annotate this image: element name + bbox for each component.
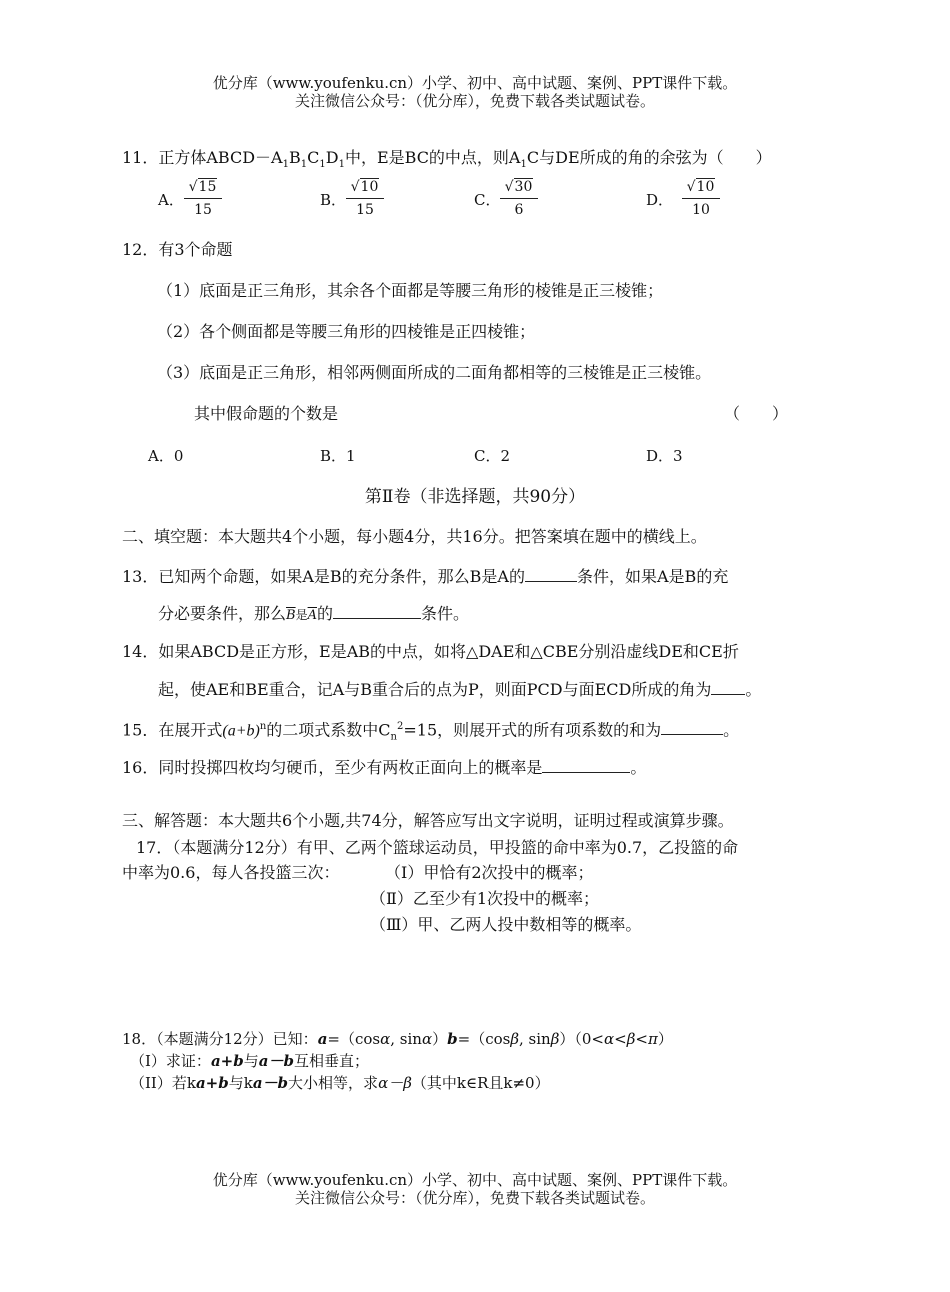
question-15 [122,717,739,748]
radicand: 30 [514,179,533,195]
q15-text: 15．在展开式 [122,720,223,740]
footer-line-1: 优分库（www.youfenku.cn）小学、初中、高中试题、案例、PPT课件下载。 [212,1171,738,1189]
vector-sum: a+b [195,1074,229,1092]
q11-sub: 1 [282,159,289,171]
alpha-symbol: α [380,1030,391,1048]
q13-text: 分必要条件，那么 [158,604,287,623]
alpha-minus-beta: α－β [378,1074,412,1092]
vector-diff: a－b [258,1052,294,1070]
question-11 [122,148,772,175]
q18-text: 互相垂直； [293,1052,369,1070]
question-18-line-1 [122,1029,673,1049]
answer-section-heading: 三、解答题：本大题共6个小题,共74分，解答应写出文字说明，证明过程或演算步骤。 [122,811,734,830]
q12-option-a: A．0 [148,447,184,465]
denominator: 6 [514,202,524,218]
footer-line-2: 关注微信公众号：（优分库），免费下载各类试题试卷。 [294,1189,655,1207]
pi-symbol: π [647,1030,658,1048]
answer-blank[interactable] [661,720,723,735]
q12-option-b: B．1 [320,447,356,465]
q18-text: 大小相等，求 [288,1074,379,1092]
q18-text: =（cos [327,1030,381,1048]
sqrt-sign: √ [504,179,514,195]
header-line-1: 优分库（www.youfenku.cn）小学、初中、高中试题、案例、PPT课件下载。 [212,74,738,92]
q12-item-3: （3）底面是正三角形，相邻两侧面所成的二面角都相等的三棱锥是正三棱锥。 [157,363,712,382]
header-line-2: 关注微信公众号：（优分库），免费下载各类试题试卷。 [294,92,655,110]
q11-sub: 1 [338,159,345,171]
radicand: 15 [198,179,217,195]
q13-text: 13．已知两个命题，如果A是B的充分条件，那么B是A的 [122,567,525,586]
vector-b: b [447,1030,458,1048]
question-17-part-1: （Ⅰ）甲恰有2次投中的概率； [385,863,594,882]
radicand: 10 [360,179,379,195]
q18-text: , sin [519,1030,551,1048]
q16-text: 。 [630,758,647,777]
beta-symbol: β [510,1030,519,1048]
q18-text: （I）求证： [130,1052,211,1070]
q14-text: 起，使AE和BE重合，记A与B重合后的点为P，则面PCD与面ECD所成的角为 [158,680,712,699]
q13-text: 条件，如果A是B的充 [577,567,729,586]
q13-text: 是 [295,608,308,622]
q11-sub: 1 [300,159,308,171]
negation-a: $\overline{A}$ [307,608,317,623]
sqrt-sign: √ [188,179,198,195]
q11-option-d-fraction [678,176,724,221]
sqrt-sign: √ [686,179,696,195]
vector-diff: a－b [252,1074,289,1092]
vector-sum: a+b [210,1052,244,1070]
q15-text: 的二项式系数中C [266,720,391,740]
negation-b: $\overline{B}$ [286,608,296,623]
q11-option-a-label: A． [158,191,184,209]
q18-text: 18．（本题满分12分）已知： [122,1030,318,1048]
q15-sub: n [390,731,397,743]
q13-text: 的 [316,604,333,623]
q18-text: ）（0< [559,1030,604,1048]
q11-text: 11．正方体ABCD－A [122,148,283,167]
q15-text: 。 [723,720,740,740]
part-2-title: 第Ⅱ卷（非选择题，共90分） [364,487,586,507]
q11-option-c-label: C． [474,191,501,209]
alpha-symbol: α [421,1030,433,1048]
question-18-part-2 [130,1073,550,1093]
denominator: 10 [692,202,710,218]
q18-text: < [614,1030,627,1048]
denominator: 15 [194,202,212,218]
q12-option-d: D．3 [646,447,683,465]
answer-blank[interactable] [525,567,577,582]
answer-blank[interactable] [711,680,745,695]
q18-text: , sin [390,1030,422,1048]
q18-text: （其中k∈R且k≠0） [411,1074,550,1092]
q12-item-2: （2）各个侧面都是等腰三角形的四棱锥是正四棱锥； [157,322,536,341]
question-14-line-2 [158,680,761,700]
question-12-title: 12．有3个命题 [122,240,233,259]
q11-text: C与DE所成的角的余弦为（ ） [526,148,772,167]
answer-blank[interactable] [542,758,630,773]
q11-option-b-fraction [342,176,388,221]
q11-text: D [325,148,339,167]
q14-text: 。 [745,680,762,699]
fill-in-heading: 二、填空题：本大题共4个小题，每小题4分，共16分。把答案填在题中的横线上。 [122,527,707,546]
q12-item-1: （1）底面是正三角形，其余各个面都是等腰三角形的棱锥是正三棱锥； [157,281,664,300]
q18-text: 与k [228,1074,253,1092]
question-17-part-2: （Ⅱ）乙至少有1次投中的概率； [370,889,600,908]
q18-text: ） [432,1030,448,1048]
q11-option-d-label: D． [646,191,674,209]
vector-a: a [317,1030,328,1048]
q11-sub: 1 [319,159,326,171]
q11-text: 中，E是BC的中点，则A [344,148,521,167]
q13-text: 条件。 [421,604,470,623]
alpha-symbol: α [604,1030,615,1048]
q18-text: 与 [243,1052,259,1070]
denominator: 15 [356,202,374,218]
q18-text: （II）若k [130,1074,196,1092]
q11-text: B [288,148,301,167]
q11-option-b-label: B． [320,191,347,209]
q15-text: =15，则展开式的所有项系数的和为 [403,720,662,740]
q11-option-c-fraction [496,176,542,221]
q15-exponent: n [259,721,267,732]
question-16 [122,758,646,778]
question-18-part-1 [130,1051,369,1071]
answer-blank[interactable] [333,604,421,619]
question-17-line-1: 17．（本题满分12分）有甲、乙两个篮球运动员，甲投篮的命中率为0.7，乙投篮的命 [136,838,739,857]
beta-symbol: β [550,1030,560,1048]
question-14-line-1: 14．如果ABCD是正方形，E是AB的中点，如将△DAE和△CBE分别沿虚线DE和CE折 [122,642,739,661]
q18-text: =（cos [457,1030,511,1048]
q18-text: < [635,1030,648,1048]
q11-sub: 1 [520,159,527,171]
radicand: 10 [696,179,715,195]
sqrt-sign: √ [350,179,360,195]
q16-text: 16．同时投掷四枚均匀硬币，至少有两枚正面向上的概率是 [122,758,543,777]
question-17-part-3: （Ⅲ）甲、乙两人投中数相等的概率。 [370,915,642,934]
beta-symbol: β [626,1030,636,1048]
q15-sup: 2 [396,721,404,732]
question-17-line-2: 中率为0.6，每人各投篮三次： [122,863,340,882]
q15-expression: (a+b) [222,722,260,740]
q11-option-a-fraction [180,176,226,221]
q11-text: C [307,148,320,167]
q12-ask: 其中假命题的个数是 [194,404,339,423]
q12-answer-paren: （ ） [724,404,789,423]
q12-option-c: C．2 [474,447,511,465]
question-13-line-1 [122,567,728,587]
q18-text: ） [657,1030,673,1048]
question-13-line-2 [158,604,469,626]
